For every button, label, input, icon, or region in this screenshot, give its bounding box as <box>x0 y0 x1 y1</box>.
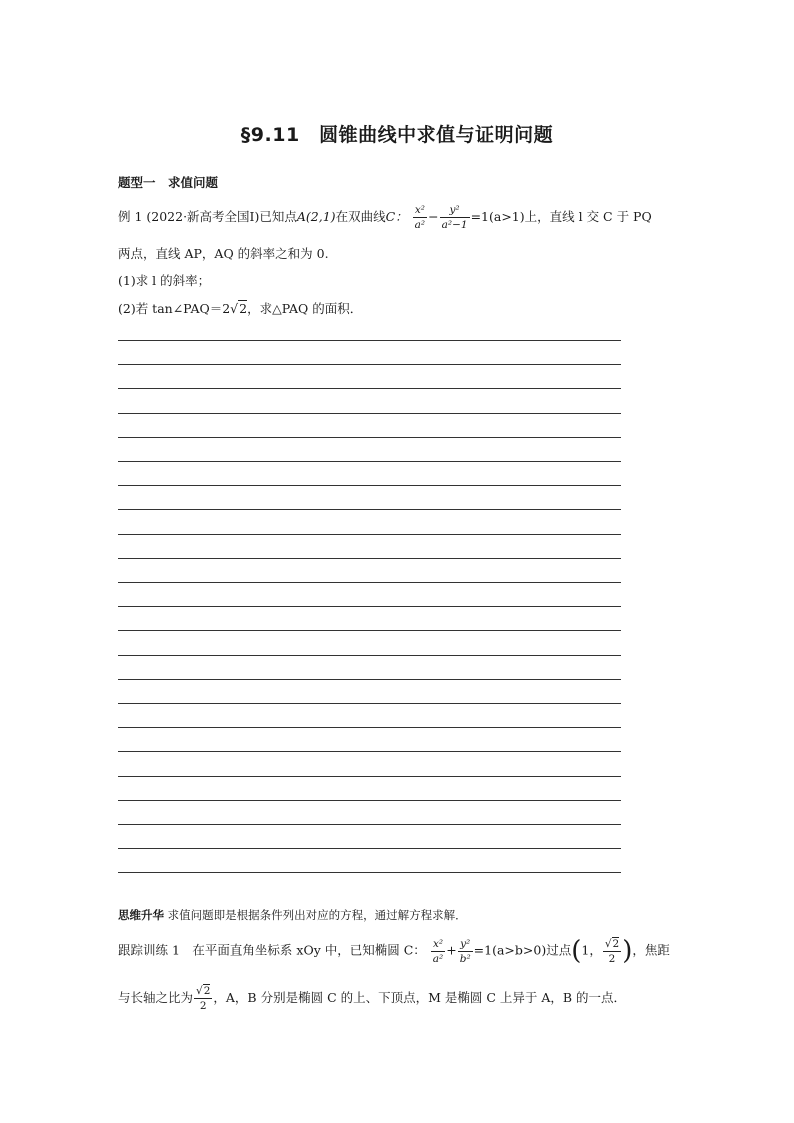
answer-line <box>118 848 621 849</box>
practice-line-1: 跟踪训练 1 在平面直角坐标系 xOy 中，已知椭圆 C： $\frac{\text{x²}}{\text{a²}}$ + $\frac{\text{y²}}{\text{b²}}$ =1(a>b>0)过点(1， $\frac{√2}{2}$ )，焦距 <box>118 936 670 966</box>
answer-line <box>118 437 621 438</box>
answer-line <box>118 703 621 704</box>
question-1: (1)求 l 的斜率； <box>118 273 211 288</box>
example-curve-name: C： <box>385 209 408 224</box>
answer-line <box>118 485 621 486</box>
answer-line <box>118 824 621 825</box>
ellipse-frac-x: $\frac{\text{x²}}{\text{a²}}$ <box>432 937 444 965</box>
example-line-1: 例 1 (2022·新高考全国Ⅰ)已知点A(2,1)在双曲线C： $\frac{\text{x²}}{\text{a²}}$ − $\frac{\text{y²}}{\text{a²−1}}$ =1(a>1)上，直线 l 交 C 于 PQ <box>118 204 652 231</box>
answer-line <box>118 388 621 389</box>
answer-line <box>118 655 621 656</box>
answer-line <box>118 461 621 462</box>
page-title: §9.11 圆锥曲线中求值与证明问题 <box>240 124 554 146</box>
answer-line <box>118 872 621 873</box>
answer-line <box>118 606 621 607</box>
ellipse-frac-y: $\frac{\text{y²}}{\text{b²}}$ <box>459 937 471 965</box>
answer-line <box>118 679 621 680</box>
practice-condition: =1(a>b>0)过点 <box>473 942 572 958</box>
example-intro: 例 1 (2022·新高考全国Ⅰ)已知点 <box>118 209 297 224</box>
answer-line <box>118 630 621 631</box>
answer-line <box>118 364 621 365</box>
hyperbola-frac-y: $\frac{\text{y²}}{\text{a²−1}}$ <box>441 204 468 231</box>
summary-note <box>118 907 467 923</box>
practice-line-2: 与长轴之比为 $\frac{√2}{2}$ ，A，B 分别是椭圆 C 的上、下顶点，M 是椭圆 C 上异于 A，B 的一点． <box>118 985 627 1012</box>
section-heading: 题型一 求值问题 <box>118 175 219 190</box>
hyperbola-frac-x: $\frac{\text{x²}}{\text{a²}}$ <box>414 204 426 231</box>
answer-line <box>118 534 621 535</box>
example-line-2: 两点，直线 AP，AQ 的斜率之和为 0. <box>118 246 329 261</box>
answer-line <box>118 800 621 801</box>
summary-label: 思维升华 <box>118 908 164 922</box>
answer-line <box>118 340 621 341</box>
practice-intro: 跟踪训练 1 在平面直角坐标系 xOy 中，已知椭圆 C： <box>118 942 426 958</box>
example-point: A(2,1) <box>296 209 336 224</box>
example-condition: =1(a>1)上，直线 l 交 C 于 PQ <box>470 209 652 224</box>
answer-line <box>118 413 621 414</box>
answer-line <box>118 751 621 752</box>
ratio-frac: $\frac{√2}{2}$ <box>196 985 211 1012</box>
answer-line <box>118 776 621 777</box>
answer-line <box>118 558 621 559</box>
point-y-frac: $\frac{√2}{2}$ <box>604 937 620 965</box>
answer-line <box>118 509 621 510</box>
summary-text: 求值问题即是根据条件列出对应的方程，通过解方程求解． <box>167 908 467 922</box>
answer-line <box>118 582 621 583</box>
answer-line <box>118 727 621 728</box>
question-2: (2)若 tan∠PAQ＝2√2，求△PAQ 的面积． <box>118 301 363 316</box>
example-in-hyperbola: 在双曲线 <box>335 209 386 224</box>
